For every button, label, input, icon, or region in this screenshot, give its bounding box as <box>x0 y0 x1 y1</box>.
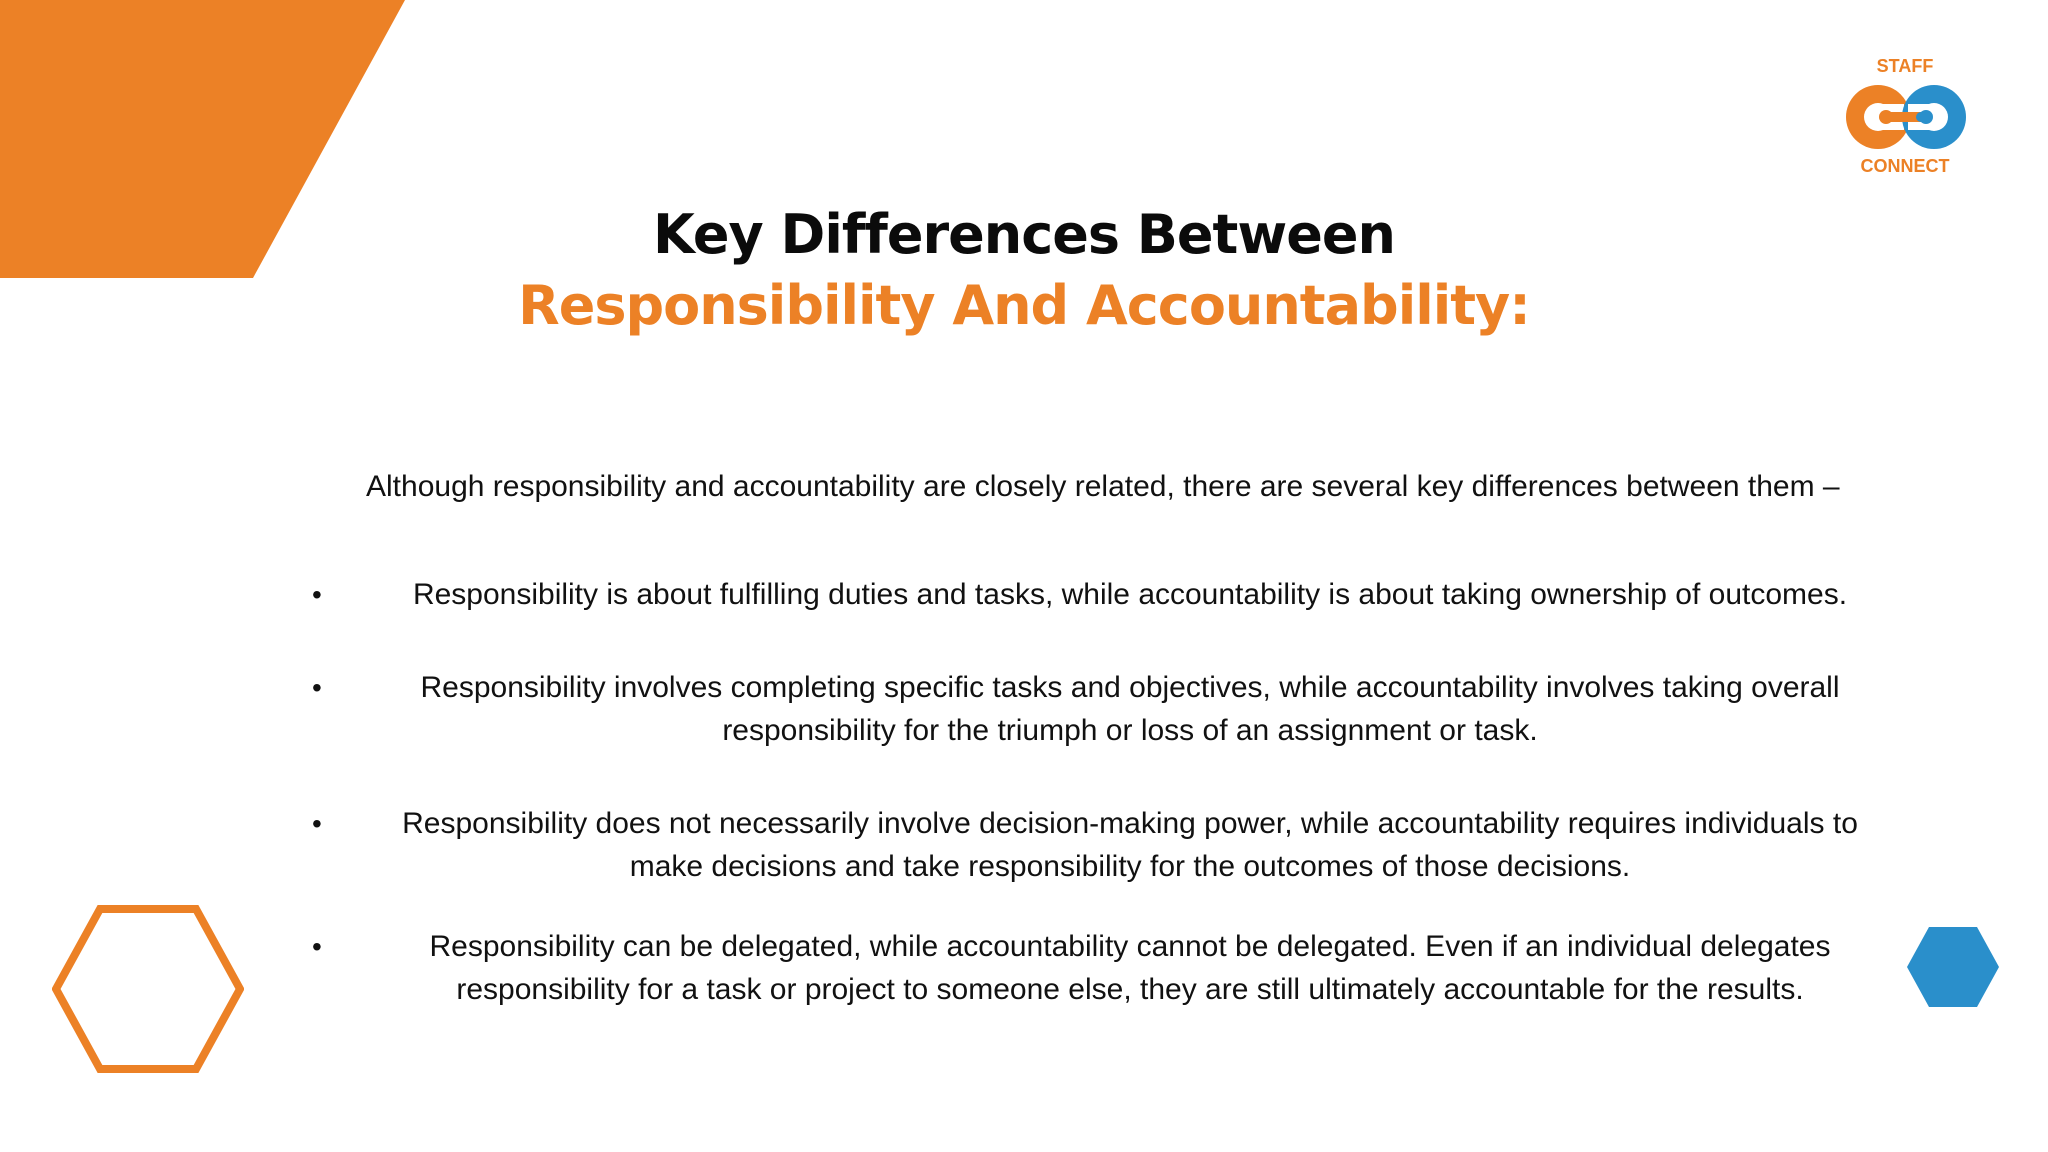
list-item <box>300 925 1960 1011</box>
list-item <box>300 802 1960 888</box>
bullet-text: Responsibility involves completing specific tasks and objectives, while accountability involves taking overall responsibility for the triumph or loss of an assignment or task. <box>420 671 1840 747</box>
bullet-dot: • <box>312 931 322 962</box>
orange-hexagon-outline <box>52 903 244 1075</box>
intro-text: Although responsibility and accountability are closely related, there are several key differences between them – <box>366 470 1840 503</box>
bullet-text: Responsibility is about fulfilling duties and tasks, while accountability is about taking ownership of outcomes. <box>412 578 1848 611</box>
title-line-1: Key Differences Between <box>653 203 1395 266</box>
bullet-text: Responsibility can be delegated, while accountability cannot be delegated. Even if an individual delegates responsibility for a task or project to someone else, they are still ultimately accountable for the results. <box>429 930 1831 1006</box>
logo-connect-text: CONNECT <box>1860 156 1950 176</box>
list-item <box>300 666 1960 752</box>
staff-connect-logo-icon <box>1846 85 1966 149</box>
logo-staff-text: STAFF <box>1876 56 1934 76</box>
bullet-dot: • <box>312 672 322 703</box>
blue-hexagon <box>1906 926 2000 1008</box>
bullet-dot: • <box>312 808 322 839</box>
bullet-text: Responsibility does not necessarily involve decision-making power, while accountability requires individuals to make decisions and take responsibility for the outcomes of those decisions. <box>402 807 1858 883</box>
slide-title <box>324 200 1724 342</box>
staff-connect-logo <box>1836 54 1976 180</box>
title-line-2: Responsibility And Accountability: <box>518 274 1530 337</box>
bullet-dot: • <box>312 579 322 610</box>
list-item <box>300 573 1960 616</box>
